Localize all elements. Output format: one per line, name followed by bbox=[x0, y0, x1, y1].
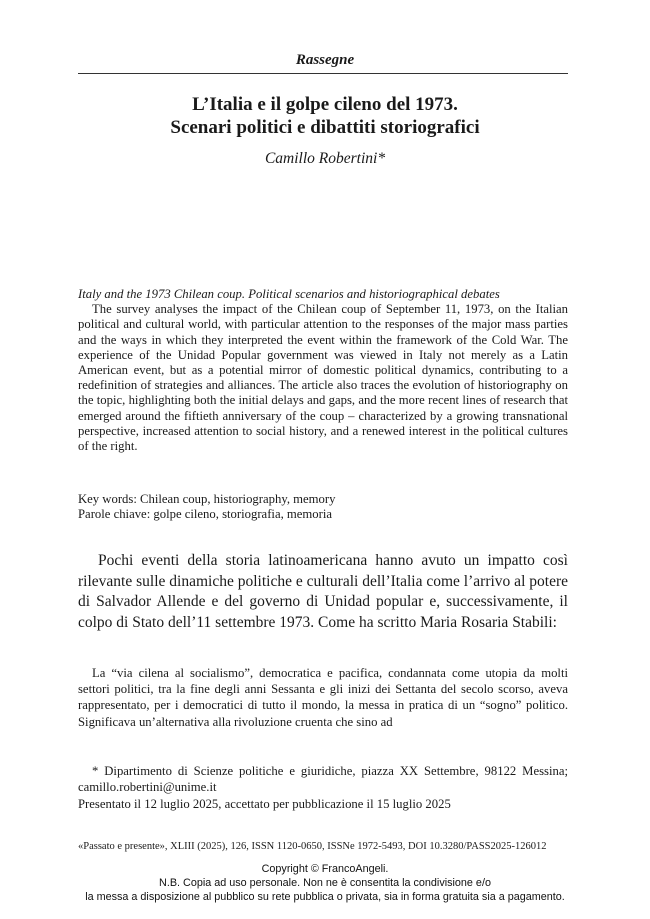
title-line-2: Scenari politici e dibattiti storiografici bbox=[170, 117, 480, 138]
journal-citation: «Passato e presente», XLIII (2025), 126, ISSN 1120-0650, ISSNe 1972-5493, DOI 10.3280/PASS2025-126012 bbox=[78, 841, 547, 852]
notice-line-2: N.B. Copia ad uso personale. Non ne è consentita la condivisione e/o bbox=[159, 877, 491, 889]
abstract-english-title: Italy and the 1973 Chilean coup. Political scenarios and historiographical debates bbox=[78, 287, 500, 301]
title-line-1: L’Italia e il golpe cileno del 1973. bbox=[192, 94, 458, 115]
section-heading: Rassegne bbox=[295, 52, 355, 68]
keywords-it: Parole chiave: golpe cileno, storiografia, memoria bbox=[78, 507, 333, 522]
header-rule bbox=[78, 73, 568, 74]
footnote: * Dipartimento di Scienze politiche e giuridiche, piazza XX Settembre, 98122 Messina; camillo.robertini@unime.it bbox=[78, 764, 568, 794]
received-note: Presentato il 12 luglio 2025, accettato per pubblicazione il 15 luglio 2025 bbox=[78, 797, 451, 811]
copyright-notice bbox=[0, 862, 650, 904]
keywords bbox=[78, 492, 568, 522]
abstract-text: The survey analyses the impact of the Chilean coup of September 11, 1973, on the Italian political and cultural world, with particular attention to the responses of the major mass parties and the ways in which they interpreted the event within the framework of the Cold War. The experience of the Unidad Popular government was viewed in Italy not merely as a Latin American event, but as a potential mirror of domestic political dynamics, contributing to a redefinition of strategies and alliances. The article also traces the evolution of historiography on the topic, highlighting both the initial delays and gaps, and the more recent lines of research that emerged around the fiftieth anniversary of the coup – characterized by a growing transnational perspective, increased attention to social history, and a renewed interest in the political cultures of the right. bbox=[78, 302, 568, 454]
article-title bbox=[0, 93, 650, 139]
author-name: Camillo Robertini* bbox=[264, 150, 386, 167]
body-paragraph: Pochi eventi della storia latinoamericana hanno avuto un impatto così rilevante sulle dinamiche politiche e culturali dell’Italia come l’arrivo al potere di Salvador Allende e del governo di Unidad popular e, successivamente, il colpo di Stato dell’11 settembre 1973. Come ha scritto Maria Rosaria Stabili: bbox=[78, 552, 568, 631]
abstract bbox=[78, 287, 568, 454]
notice-line-3: la messa a disposizione al pubblico su rete pubblica o privata, sia in forma gratuita sia a pagamento. bbox=[85, 891, 565, 903]
notice-line-1: Copyright © FrancoAngeli. bbox=[261, 863, 389, 875]
keywords-en: Key words: Chilean coup, historiography, memory bbox=[78, 492, 336, 506]
block-quote: La “via cilena al socialismo”, democratica e pacifica, condannata come utopia da molti settori politici, tra la fine degli anni Sessanta e gli inizi dei Settanta del secolo scorso, aveva rappresentato, per i democratici di tutto il mondo, la messa in pratica di un “sogno” politico. Significava un’alternativa alla rivoluzione cruenta che sino ad bbox=[78, 666, 568, 729]
